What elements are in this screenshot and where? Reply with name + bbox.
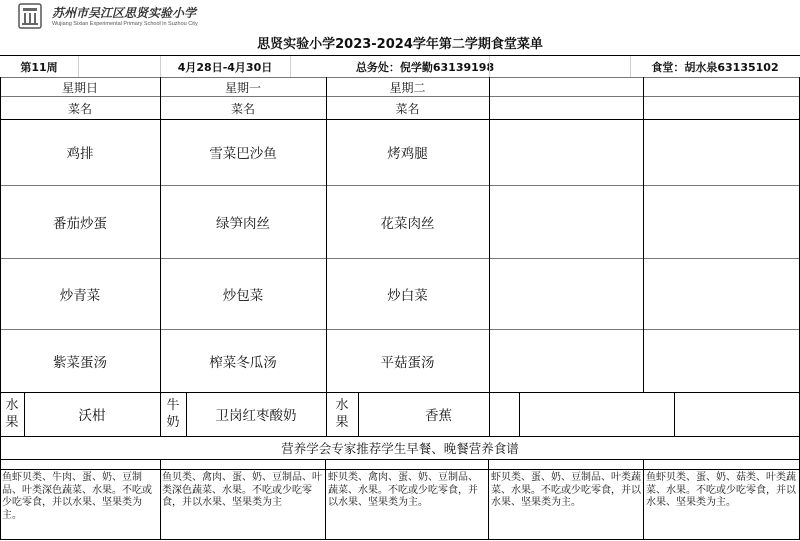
date-range: 4月28日-4月30日 [177, 60, 273, 74]
recommendation-note-2: 鱼贝类、禽肉、蛋、奶、豆制品、叶类深色蔬菜、水果。不吃或少吃零食，并以水果、坚果类为主 [162, 472, 322, 508]
dish-tuesday-1: 烤鸡腿 [387, 146, 428, 162]
grid-line [0, 329, 800, 330]
grid-line [643, 77, 644, 392]
dish-tuesday-2: 花菜肉丝 [380, 215, 435, 232]
school-emblem-icon [18, 3, 42, 29]
general-affairs-contact: 总务处：倪学勤63139198 [355, 60, 495, 74]
extra-label-monday [160, 392, 186, 436]
recommendation-heading: 营养学会专家推荐学生早餐、晚餐营养食谱 [281, 441, 519, 456]
extra-value-tuesday: 香蕉 [425, 408, 452, 424]
day-header-sunday: 星期日 [61, 81, 98, 95]
week-number: 第11周 [20, 60, 58, 74]
dish-label-sunday: 菜名 [67, 101, 92, 116]
grid-line [519, 392, 520, 436]
dish-label-tuesday: 菜名 [395, 101, 420, 116]
dish-tuesday-3: 炒白菜 [387, 287, 428, 304]
school-name-logo: 苏州市吴江区思贤实验小学 [52, 6, 197, 20]
dish-sunday-1: 鸡排 [66, 146, 94, 162]
extra-label-monday-text: 牛奶 [166, 398, 180, 430]
school-banner [0, 0, 800, 34]
dish-monday-4: 榨菜冬瓜汤 [209, 354, 277, 371]
day-header-monday: 星期一 [224, 81, 261, 95]
dish-sunday-3: 炒青菜 [59, 287, 101, 304]
grid-line [0, 258, 800, 259]
dish-tuesday-4: 平菇蛋汤 [380, 354, 435, 371]
extra-value-monday: 卫岗红枣酸奶 [215, 408, 297, 424]
grid-line [0, 469, 800, 470]
grid-line [0, 185, 800, 186]
grid-line [0, 392, 800, 393]
grid-line [326, 77, 327, 436]
dish-monday-2: 绿笋肉丝 [216, 215, 270, 232]
grid-line [630, 56, 631, 77]
grid-line [489, 56, 490, 77]
day-header-tuesday: 星期二 [389, 81, 426, 95]
extra-label-tuesday-text: 水果 [335, 398, 349, 430]
grid-line [0, 459, 800, 460]
grid-line [24, 392, 25, 436]
recommendation-note-3: 虾贝类、禽肉、蛋、奶、豆制品、蔬菜、水果。不吃或少吃零食，并以水果、坚果类为主。 [328, 472, 478, 508]
grid-line [160, 77, 161, 436]
grid-line [0, 436, 800, 437]
recommendation-note-4: 虾贝类、蛋、奶、豆制品、叶类蔬菜、水果。不吃或少吃零食，并以水果、坚果类为主。 [491, 472, 641, 508]
grid-line [325, 459, 326, 540]
recommendation-note-5: 鱼虾贝类、蛋、奶、菇类、叶类蔬菜、水果。不吃或少吃零食，并以水果、坚果类为主。 [646, 472, 796, 508]
dish-sunday-4: 紫菜蛋汤 [53, 354, 107, 371]
page-title: 思贤实验小学2023-2024学年第二学期食堂菜单 [257, 37, 543, 52]
dish-monday-3: 炒包菜 [222, 287, 264, 304]
grid-line [0, 119, 800, 120]
extra-label-tuesday [326, 392, 358, 436]
grid-line [0, 96, 489, 97]
grid-line [674, 392, 675, 436]
grid-line [290, 56, 291, 77]
grid-line [489, 77, 490, 436]
grid-line [488, 459, 489, 540]
canteen-contact: 食堂：胡水泉63135102 [651, 60, 779, 74]
grid-line [0, 77, 800, 78]
school-name-english: Wujiang Sixian Experimental Primary School in Suzhou City [52, 21, 198, 27]
grid-line [160, 459, 161, 540]
grid-line [78, 56, 79, 77]
grid-line [643, 459, 644, 540]
grid-line [0, 55, 800, 56]
dish-sunday-2: 番茄炒蛋 [53, 215, 107, 232]
grid-line [0, 77, 1, 540]
dish-monday-1: 雪菜巴沙鱼 [209, 146, 277, 162]
extra-label-sunday-text: 水果 [5, 398, 19, 430]
dish-label-monday: 菜名 [230, 101, 255, 116]
extra-value-sunday: 沃柑 [78, 408, 106, 424]
grid-line [0, 539, 800, 540]
grid-line [186, 392, 187, 436]
grid-line [160, 56, 161, 77]
grid-line [489, 96, 800, 97]
recommendation-note-1: 鱼虾贝类、牛肉、蛋、奶、豆制品、叶类深色蔬菜、水果。不吃或少吃零食，并以水果、坚果类为主。 [2, 472, 152, 521]
extra-label-sunday [0, 392, 24, 436]
grid-line [358, 392, 359, 436]
